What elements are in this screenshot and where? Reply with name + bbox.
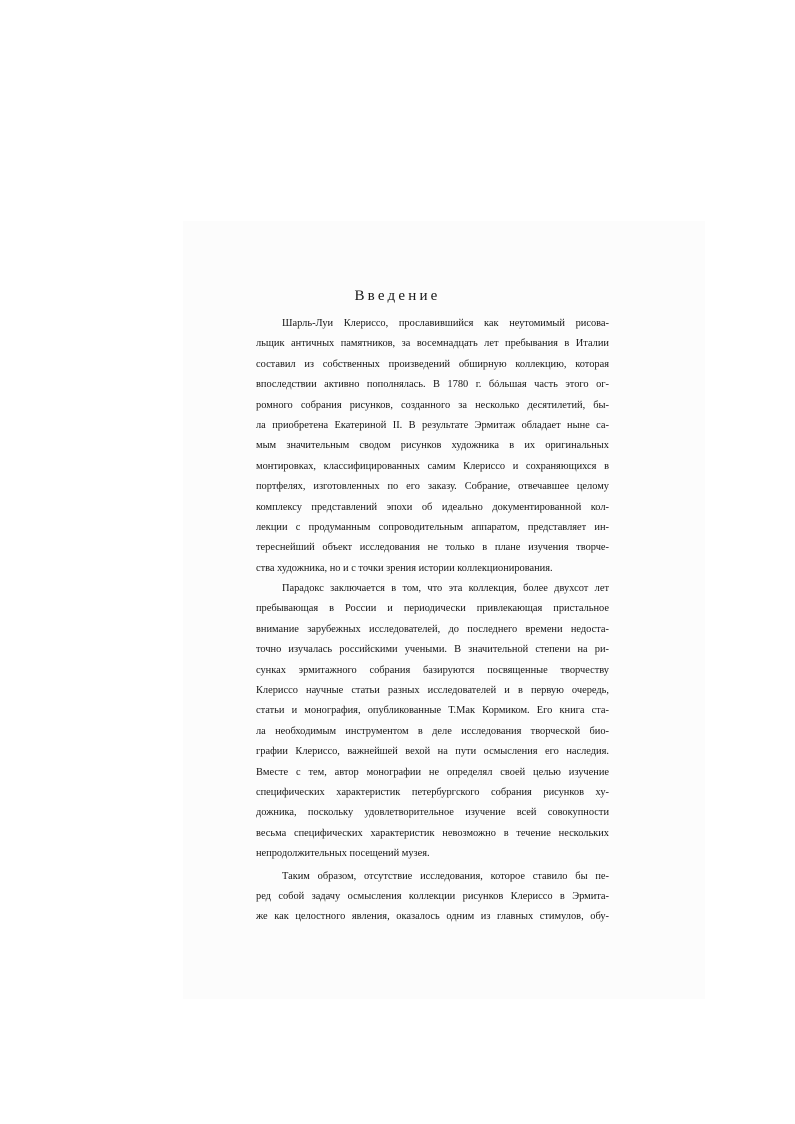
text-line: ла необходимым инструментом в деле исследования творческой био- [256,725,609,737]
text-line: Вместе с тем, автор монографии не определял своей целью изучение [256,766,609,778]
paragraph-2 [256,579,609,864]
text-line: специфических характеристик петербургского собрания рисунков ху- [256,786,609,798]
text-line: Таким образом, отсутствие исследования, которое ставило бы пе- [282,870,609,882]
text-line: сунках эрмитажного собрания базируются посвященные творчеству [256,664,609,676]
text-line: пребывающая в России и периодически привлекающая пристальное [256,603,609,615]
page-title: Введение [354,288,441,304]
text-line: ства художника, но и с точки зрения истории коллекционирования. [256,562,553,574]
text-line: непродолжительных посещений музея. [256,848,430,860]
text-line: ла приобретена Екатериной II. В результате Эрмитаж обладает ныне са- [256,419,609,431]
text-line: же как целостного явления, оказалось одним из главных стимулов, обу- [256,911,609,923]
text-line: монтировках, классифицированных самим Клериссо и сохраняющихся в [256,460,609,472]
text-line: тереснейший объект исследования не только в плане изучения творче- [256,542,609,554]
text-line: весьма специфических характеристик невозможно в течение нескольких [256,827,609,839]
text-line: внимание зарубежных исследователей, до последнего времени недоста- [256,623,609,635]
text-line: ромного собрания рисунков, созданного за несколько десятилетий, бы- [256,399,609,411]
text-line: комплексу представлений эпохи об идеально документированной кол- [256,501,609,513]
paragraph-3 [256,867,609,928]
text-line: льщик античных памятников, за восемнадцать лет пребывания в Италии [256,338,609,350]
text-line: статьи и монография, опубликованные Т.Мак Кормиком. Его книга ста- [256,705,609,717]
text-line: ред собой задачу осмысления коллекции рисунков Клериссо в Эрмита- [256,890,609,902]
text-line: точно изучалась российскими учеными. В значительной степени на ри- [256,644,609,656]
text-line: впоследствии активно пополнялась. В 1780 г. бóльшая часть этого ог- [256,379,609,391]
text-line: Клериссо научные статьи разных исследователей и в первую очередь, [256,685,609,697]
text-line: лекции с продуманным сопроводительным аппаратом, представляет ин- [256,521,609,533]
body-text [256,314,609,928]
text-line: составил из собственных произведений обширную коллекцию, которая [256,358,609,370]
text-line: Парадокс заключается в том, что эта коллекция, более двухсот лет [282,583,609,595]
text-line: мым значительным сводом рисунков художника в их оригинальных [256,440,609,452]
text-line: дожника, поскольку удовлетворительное изучение всей совокупности [256,807,609,819]
text-line: Шарль-Луи Клериссо, прославившийся как неутомимый рисова- [282,318,609,329]
text-line: графии Клериссо, важнейшей вехой на пути осмысления его наследия. [256,746,609,758]
text-line: портфелях, изготовленных по его заказу. Собрание, отвечавшее целому [256,481,609,493]
paragraph-1 [256,314,609,579]
